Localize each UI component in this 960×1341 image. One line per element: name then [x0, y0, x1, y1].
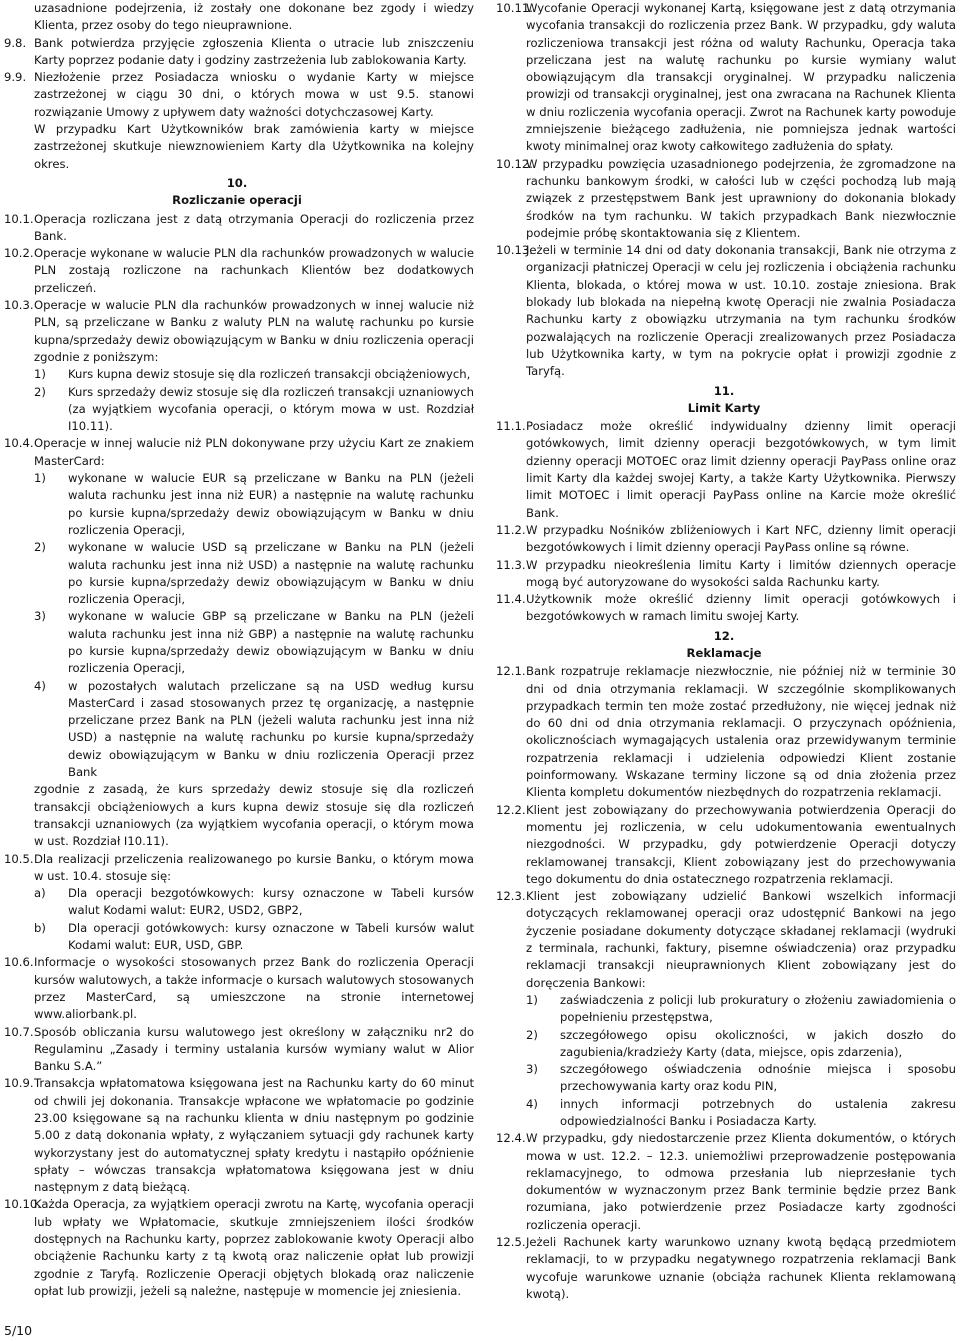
- paragraph: 10.13. Jeżeli w terminie 14 dni od daty dokonania transakcji, Bank nie otrzyma z organizacji płatniczej Operacji w celu jej rozliczenia i obciążenia rachunku Klienta, blokada, o której mowa w ust. 10.10. zostaje zniesiona. Brak blokady lub blokada na niepełną kwotę Operacji nie zwalnia Posiadacza Rachunku karty z obowiązku utrzymania na tym rachunku środków pozwalających na rozliczenie Operacji zrealizowanych przez Posiadacza lub Użytkownika karty, w tym na pokrycie opłat i prowizji zgodnie z Taryfą.: [496, 243, 956, 379]
- list-12-3: [526, 992, 956, 1130]
- paragraph: 11.2. W przypadku Nośników zbliżeniowych i Kart NFC, dzienny limit operacji bezgotówkowych i limit dzienny operacji PayPass online są równe.: [496, 522, 956, 555]
- right-column: [492, 0, 956, 1303]
- section-heading-12: 12. Reklamacje: [686, 628, 762, 660]
- paragraph: 9.8. Bank potwierdza przyjęcie zgłoszenia Klienta o utracie lub zniszczeniu Karty poprzez podanie daty i godziny zastrzeżenia lub zablokowania Karty.: [4, 35, 474, 67]
- paragraph: 10.9. Transakcja wpłatomatowa księgowana jest na Rachunku karty do 60 minut od chwili jej dokonania. Transakcje wpłacone we wpłatomacie po godzinie 23.00 księgowane są na rachunku klienta w dniu następnym po godzinie 5.00 z datą dokonania wpłaty, z wyłączaniem sytuacji gdy rachunek karty wykorzystany jest do automatycznej spłaty kredytu i nastąpiło opóźnienie spłaty – wówczas transakcja wpłatomatowa księgowana jest w dniu następnym z datą bieżącą.: [4, 1076, 474, 1195]
- paragraph: 10.4. Operacje w innej walucie niż PLN dokonywane przy użyciu Kart ze znakiem MasterCard: 1) wykonane w walucie EUR są przeliczane w Banku na PLN (jeżeli waluta rachunku jest inna niż EUR) a następnie na walutę rachunku po kursie kupna/sprzedaży dewiz obowiązującym w Banku w dniu rozliczenia Operacji, 2) wykonane w walucie USD są przeliczane w Banku na PLN (jeżeli waluta rachunku jest inna niż USD) a następnie na walutę rachunku po kursie kupna/sprzedaży dewiz obowiązującym w Banku w dniu rozliczenia Operacji, 3) wykonane w walucie GBP są przeliczane w Banku na PLN (jeżeli waluta rachunku jest inna niż GBP) a następnie na walutę rachunku po kursie kupna/sprzedaży dewiz obowiązującym w Banku w dniu rozliczenia Operacji, 4) w pozostałych walutach przeliczane są na USD według kursu MasterCard i zasad stosowanych przez tę organizację, a następnie przeliczane przez Bank na PLN (jeżeli waluta rachunku jest inna niż USD) a następnie na walutę rachunku po kursie kupna/sprzedaży dewiz obowiązującym w Banku w dniu rozliczenia Operacji przez Bank zgodnie z zasadą, że kurs sprzedaży dewiz stosuje się dla rozliczeń transakcji obciążeniowych a kurs kupna dewiz stosuje się dla rozliczeń transakcji uznaniowych (za wyjątkiem wycofania operacji, o którym mowa w ust. Rozdział I10.11).: [0, 435, 474, 850]
- list-item: 4) w pozostałych walutach przeliczane są na USD według kursu MasterCard i zasad stosowanych przez tę organizację, a następnie przeliczane przez Bank na PLN (jeżeli waluta rachunku jest inna niż USD) a następnie na walutę rachunku po kursie kupna/sprzedaży dewiz obowiązującym w Banku w dniu rozliczenia Operacji przez Bank: [34, 678, 474, 780]
- list-10-4: [34, 470, 474, 781]
- list-item: 3) wykonane w walucie GBP są przeliczane w Banku na PLN (jeżeli waluta rachunku jest inna niż GBP) a następnie na walutę rachunku po kursie kupna/sprzedaży dewiz obowiązującym w Banku w dniu rozliczenia Operacji,: [34, 609, 474, 676]
- paragraph: 10.1. Operacja rozliczana jest z datą otrzymania Operacji do rozliczenia przez Bank.: [4, 211, 474, 243]
- list-10-3: [34, 366, 474, 435]
- paragraph: 11.4. Użytkownik może określić dzienny limit operacji gotówkowych i bezgotówkowych w ramach limitu swojej Karty.: [496, 592, 956, 624]
- paragraph: 10.12. W przypadku powzięcia uzasadnionego podejrzenia, że zgromadzone na rachunku bankowym środki, w całości lub w części pochodzą lub mają związek z przestępstwem Bank jest uprawniony do dokonania blokady środków na tym rachunku. W takich przypadkach Bank niezwłocznie podejmie próbę skontaktowania się z Klientem.: [496, 156, 956, 240]
- paragraph: 12.4. W przypadku, gdy niedostarczenie przez Klienta dokumentów, o których mowa w ust. 12.2. – 12.3. uniemożliwi przeprowadzenie postępowania reklamacyjnego, to odmowa przesłania lub nieprzesłanie tych dokumentów w wyznaczonym przez Bank terminie będzie przez Bank rozumiana, jako potwierdzenie przez Posiadacze karty zgodności rozliczenia operacji.: [496, 1131, 956, 1232]
- paragraph: 12.1. Bank rozpatruje reklamacje niezwłocznie, nie później niż w terminie 30 dni od dnia otrzymania reklamacji. W szczególnie skomplikowanych przypadkach termin ten może zostać przedłużony, nie więcej jednak niż do 60 dni od dnia otrzymania reklamacji. O przyczynach opóźnienia, okolicznościach wymagających ustalenia oraz przewidywanym terminie rozpatrzenia reklamacji i udzielenia odpowiedzi Klient zostanie poinformowany. Wskazane terminy liczone są od dnia złożenia przez Klienta kompletu dokumentów niezbędnych do rozpatrzenia reklamacji.: [496, 664, 956, 800]
- list-item: 3) szczegółowego oświadczenia odnośnie miejsca i sposobu przechowywania karty oraz kodu PIN,: [526, 1062, 956, 1094]
- list-item: 2) wykonane w walucie USD są przeliczane w Banku na PLN (jeżeli waluta rachunku jest inna niż USD) a następnie na walutę rachunku po kursie kupna/sprzedaży dewiz obowiązującym w Banku w dniu rozliczenia Operacji,: [34, 540, 474, 607]
- left-column: [0, 0, 474, 1300]
- paragraph-continuation: zgodnie z zasadą, że kurs sprzedaży dewiz stosuje się dla rozliczeń transakcji obciążeniowych a kurs kupna dewiz stosuje się dla rozliczeń transakcji uznaniowych (za wyjątkiem wycofania operacji, o którym mowa w ust. Rozdział I10.11).: [34, 782, 474, 849]
- paragraph: 10.3. Operacje w walucie PLN dla rachunków prowadzonych w innej walucie niż PLN, są przeliczane w Banku z waluty PLN na walutę rachunku po kursie kupna/sprzedaży dewiz obowiązującym w Banku w dniu rozliczenia operacji zgodnie z poniższym: 1) Kurs kupna dewiz stosuje się dla rozliczeń transakcji obciążeniowych, 2) Kurs sprzedaży dewiz stosuje się dla rozliczeń transakcji uznaniowych (za wyjątkiem wycofania operacji, o którym mowa w ust. Rozdział I10.11).: [0, 297, 474, 435]
- continued-text: uzasadnione podejrzenia, iż zostały one dokonane bez zgody i wiedzy Klienta, przez osoby do tego nieuprawnione.: [34, 1, 474, 33]
- paragraph: 12.3. Klient jest zobowiązany udzielić Bankowi wszelkich informacji dotyczących reklamowanej operacji oraz udostępnić Bankowi na jego życzenie posiadane dokumenty dotyczące składanej reklamacji (wydruki z terminala, rachunki, faktury, pisemne oświadczenia) oraz przypadku reklamacji transakcji nieuprawnionych Klient zobowiązany jest do doręczenia Bankowi: 1) zaświadczenia z policji lub prokuratury o złożeniu zawiadomienia o popełnieniu przestępstwa, 2) szczegółowego opisu okoliczności, w jakich doszło do zagubienia/kradzieży Karty (data, miejsce, opis zdarzenia), 3) szczegółowego oświadczenia odnośnie miejsca i sposobu przechowywania karty oraz kodu PIN, 4) innych informacji potrzebnych do ustalenia zakresu odpowiedzialności Banku i Posiadacza Karty.: [492, 888, 956, 1130]
- list-item: 2) Kurs sprzedaży dewiz stosuje się dla rozliczeń transakcji uznaniowych (za wyjątkiem wycofania operacji, o którym mowa w ust. Rozdział I10.11).: [34, 384, 474, 434]
- paragraph-continuation: W przypadku Kart Użytkowników brak zamówienia karty w miejsce zastrzeżonej skutkuje niewznowieniem Karty dla Użytkownika na kolejny okres.: [34, 122, 474, 171]
- list-item: 1) wykonane w walucie EUR są przeliczane w Banku na PLN (jeżeli waluta rachunku jest inna niż EUR) a następnie na walutę rachunku po kursie kupna/sprzedaży dewiz obowiązującym w Banku w dniu rozliczenia Operacji,: [34, 471, 474, 537]
- paragraph: 11.3. W przypadku nieokreślenia limitu Karty i limitów dziennych operacje mogą być autoryzowane do wysokości salda Rachunku karty.: [496, 557, 956, 589]
- list-10-5: [34, 885, 474, 954]
- paragraph: 10.2. Operacje wykonane w walucie PLN dla rachunków prowadzonych w walucie PLN zostają rozliczone na rachunkach Klientów bez dodatkowych przeliczeń.: [4, 246, 474, 295]
- paragraph: 12.2. Klient jest zobowiązany do przechowywania potwierdzenia Operacji do momentu jej rozliczenia, w celu udokumentowania ewentualnych niezgodności. W przypadku, gdy potwierdzenie Operacji dotyczy reklamowanej transakcji, Klient zobowiązany jest do przechowywania tego dokumentu do dnia ostatecznego rozpatrzenia reklamacji.: [496, 802, 956, 886]
- list-item: b) Dla operacji gotówkowych: kursy oznaczone w Tabeli kursów walut Kodami walut: EUR, USD, GBP.: [34, 920, 474, 953]
- paragraph-list-9: [0, 35, 474, 173]
- paragraph: 10.6. Informacje o wysokości stosowanych przez Bank do rozliczenia Operacji kursów walutowych, a także informacje o kursach walutowych stosowanych przez MasterCard, są umieszczone na stronie internetowej www.aliorbank.pl.: [4, 955, 474, 1022]
- paragraph: 9.9. Niezłożenie przez Posiadacza wniosku o wydanie Karty w miejsce zastrzeżonej w ciągu 30 dni, o których mowa w ust 9.5. stanowi rozwiązanie Umowy z upływem daty ważności dotychczasowej Karty.: [4, 70, 474, 119]
- paragraph: 10.10. Każda Operacja, za wyjątkiem operacji zwrotu na Kartę, wycofania operacji lub wpłaty we Wpłatomacie, skutkuje zmniejszeniem ilości środków dostępnych na Rachunku karty, poprzez zablokowanie kwoty Operacji albo obciążenie Rachunku karty z tą kwotą oraz naliczenie opłat lub prowizji zgodnie z Taryfą. Rozliczenie Operacji objętych blokadą oraz naliczenie opłat lub prowizji, jeżeli są należne, następuje w momencie jej zniesienia.: [4, 1197, 474, 1298]
- list-item: 4) innych informacji potrzebnych do ustalenia zakresu odpowiedzialności Banku i Posiadacza Karty.: [526, 1096, 956, 1128]
- paragraph: 10.7. Sposób obliczania kursu walutowego jest określony w załączniku nr2 do Regulaminu „Zasady i terminy ustalania kursów wymiany walut w Alior Banku S.A.”: [4, 1024, 474, 1074]
- section-heading-10: 10. Rozliczanie operacji: [172, 175, 302, 208]
- paragraph: 10.11. Wycofanie Operacji wykonanej Kartą, księgowane jest z datą otrzymania wycofania transakcji do rozliczenia przez Bank. W przypadku, gdy waluta rozliczeniowa transakcji jest różna od waluty Rachunku, Operacja taka przeliczana jest na walutę rachunku po kursie wymiany walut obowiązującym dla transakcji oryginalnej. W przypadku naliczenia prowizji od transakcji oryginalnej, jest ona zwracana na Rachunek Klienta w dniu rozliczenia wycofania operacji. Zwrot na Rachunek karty powoduje zmniejszenie bieżącego zadłużenia, nie pomniejsza jednak wartości kwoty minimalnej oraz kwoty całkowitego zadłużenia do spłaty.: [496, 1, 956, 154]
- section-heading-11: 11. Limit Karty: [687, 383, 761, 415]
- page-number: 5/10: [4, 1323, 33, 1338]
- list-item: 1) Kurs kupna dewiz stosuje się dla rozliczeń transakcji obciążeniowych,: [34, 367, 471, 382]
- paragraph: 10.5. Dla realizacji przeliczenia realizowanego po kursie Banku, o którym mowa w ust. 10.4. stosuje się: a) Dla operacji bezgotówkowych: kursy oznaczone w Tabeli kursów walut Kodami walut: EUR2, USD2, GBP2, b) Dla operacji gotówkowych: kursy oznaczone w Tabeli kursów walut Kodami walut: EUR, USD, GBP.: [0, 851, 474, 955]
- list-item: 2) szczegółowego opisu okoliczności, w jakich doszło do zagubienia/kradzieży Karty (data, miejsce, opis zdarzenia),: [526, 1027, 956, 1059]
- list-item: 1) zaświadczenia z policji lub prokuratury o złożeniu zawiadomienia o popełnieniu przestępstwa,: [526, 992, 956, 1025]
- paragraph: 12.5. Jeżeli Rachunek karty warunkowo uznany kwotą będącą przedmiotem reklamacji, to w przypadku negatywnego rozpatrzenia reklamacji Bank wycofuje warunkowe uznanie (obciąża rachunek Klienta reklamowaną kwotą).: [496, 1235, 956, 1301]
- paragraph: 11.1. Posiadacz może określić indywidualny dzienny limit operacji gotówkowych, limit dzienny operacji bezgotówkowych, w tym limit dzienny operacji MOTOEC oraz limit dzienny operacji PayPass online oraz limit Karty dla każdej swojej Karty, a także Karty Użytkownika. Pierwszy limit MOTOEC i limit operacji PayPass online na Karcie może określić Bank.: [496, 419, 956, 520]
- list-item: a) Dla operacji bezgotówkowych: kursy oznaczone w Tabeli kursów walut Kodami walut: EUR2, USD2, GBP2,: [34, 886, 474, 918]
